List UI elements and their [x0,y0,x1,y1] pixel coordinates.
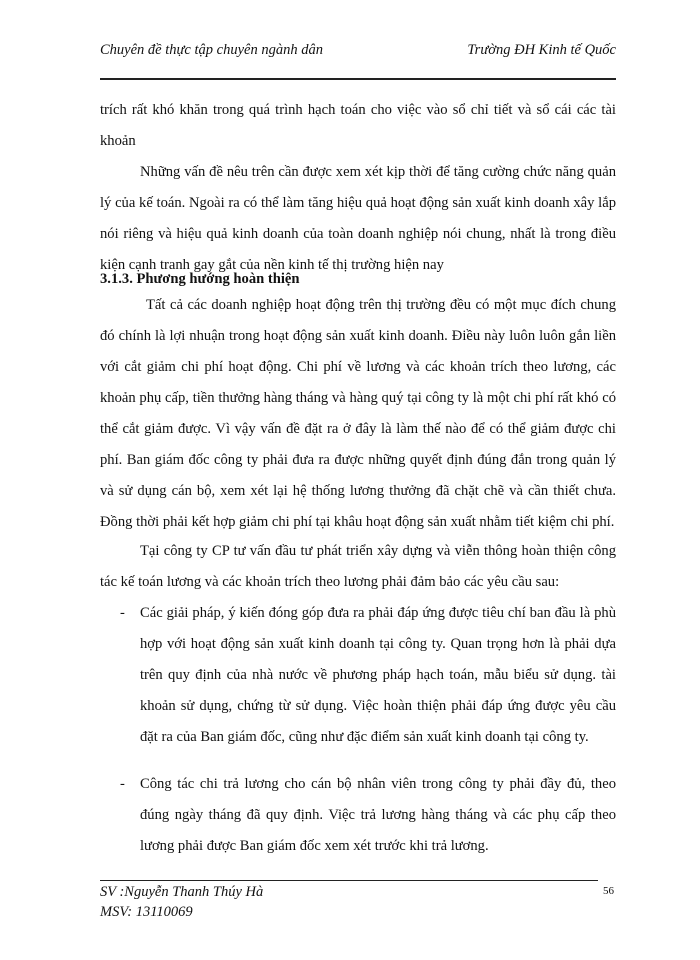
header-divider [100,78,616,80]
header-course-title: Chuyên đề thực tập chuyên ngành dân [100,42,323,58]
page-number: 56 [603,885,614,897]
list-item [100,598,616,753]
paragraph-requirements: Tại công ty CP tư vấn đầu tư phát triển xây dựng và viễn thông hoàn thiện công tác kế toán lương và các khoản trích theo lương phải đảm bảo các yêu cầu sau: [100,543,616,590]
paragraph-issues: Những vấn đề nêu trên cần được xem xét kịp thời để tăng cường chức năng quản lý của kế toán. Ngoài ra có thể làm tăng hiệu quả hoạt động sản xuất kinh doanh xây lắp nói riêng và hiệu quả kinh doanh của toàn doanh nghiệp nói chung, nhất là trong điều kiện cạnh tranh gay gắt của nền kinh tế thị trường hiện nay [100,164,616,273]
paragraph-direction: Tất cả các doanh nghiệp hoạt động trên thị trường đều có một mục đích chung đó chính là lợi nhuận trong hoạt động sản xuất kinh doanh. Điều này luôn luôn gắn liền với cắt giảm chi phí hoạt động. Chi phí về lương và các khoản trích theo lương, các khoản phụ cấp, tiền thưởng hàng tháng và hàng quý tại công ty là một chi phí rất khó có thể cắt giảm được. Vì vậy vấn đề đặt ra ở đây là làm thế nào để có thể giảm được chi phí. Ban giám đốc công ty phải đưa ra được những quyết định đúng đắn trong quản lý và sử dụng cán bộ, xem xét lại hệ thống lương thưởng đã chặt chẽ và cần thiết chưa. Đồng thời phải kết hợp giảm chi phí tại khâu hoạt động sản xuất nhằm tiết kiệm chi phí. [100,297,616,530]
requirements-list [100,598,616,862]
header-university: Trường ĐH Kinh tế Quốc [467,42,616,58]
list-marker: - [120,776,125,792]
footer-student-name: SV :Nguyễn Thanh Thúy Hà [100,884,264,900]
page-footer [100,882,263,922]
footer-student-id: MSV: 13110069 [100,904,193,920]
list-item [100,769,616,862]
page-header [100,40,616,78]
list-item-text: Các giải pháp, ý kiến đóng góp đưa ra phải đáp ứng được tiêu chí ban đầu là phù hợp với hoạt động sản xuất kinh doanh tại công ty. Quan trọng hơn là phải dựa trên quy định của nhà nước về phương pháp hạch toán, mẫu biểu sử dụng. tài khoản sử dụng, chứng từ sử dụng. Việc hoàn thiện phải đáp ứng được yêu cầu đặt ra của Ban giám đốc, cũng như đặc điểm sản xuất kinh doanh tại công ty. [140,605,616,745]
list-item-text: Công tác chi trả lương cho cán bộ nhân viên trong công ty phải đầy đủ, theo đúng ngày tháng đã quy định. Việc trả lương hàng tháng và các phụ cấp theo lương phải được Ban giám đốc xem xét trước khi trả lương. [140,776,616,854]
list-marker: - [120,605,125,621]
footer-divider [100,880,598,881]
section-heading: 3.1.3. Phương hướng hoàn thiện [100,271,300,287]
paragraph-continuation: trích rất khó khăn trong quá trình hạch toán cho việc vào sổ chỉ tiết và sổ cái các tài khoản [100,102,616,149]
